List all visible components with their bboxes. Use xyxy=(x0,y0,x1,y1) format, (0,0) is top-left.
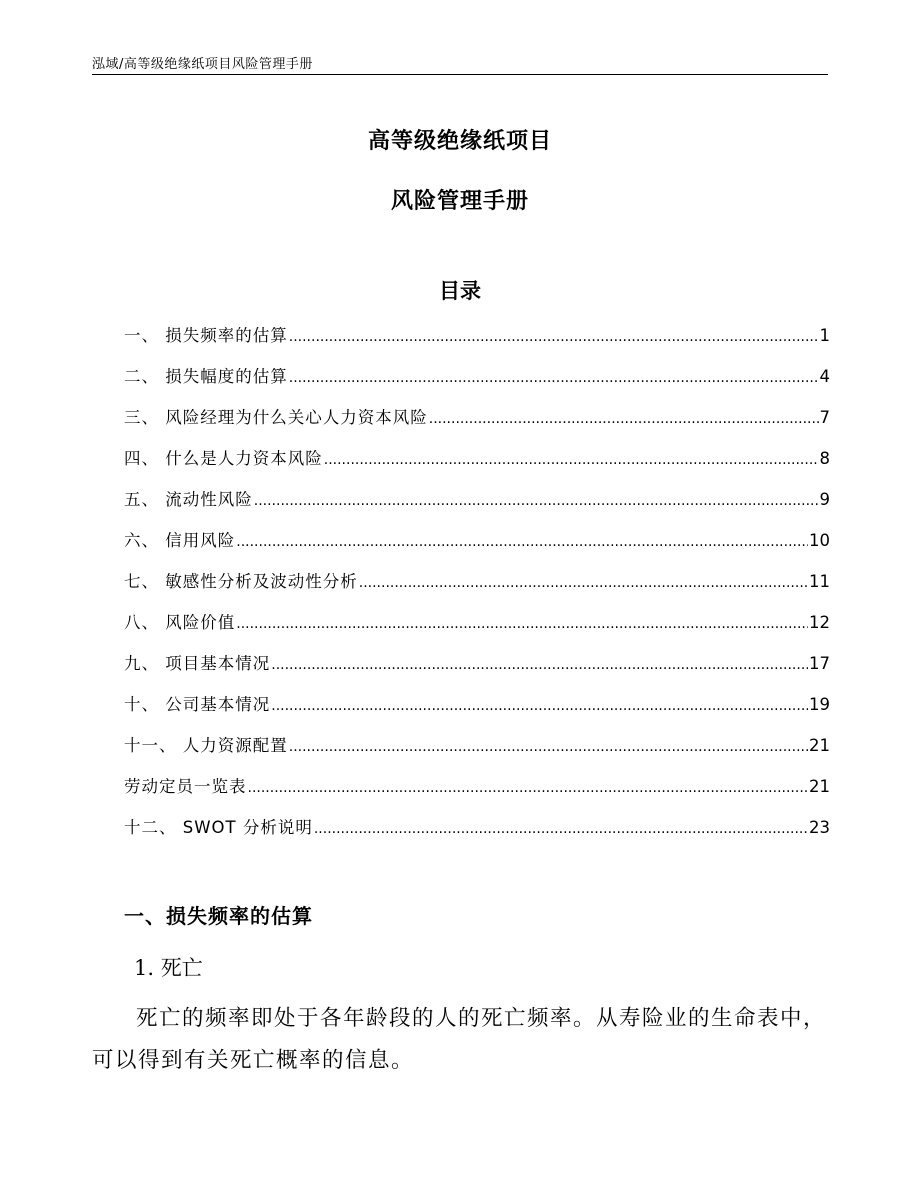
toc-entry-number: 五、 xyxy=(124,490,166,509)
section-heading: 一、损失频率的估算 xyxy=(124,904,313,928)
toc-entry-label: 损失频率的估算 xyxy=(165,326,288,345)
toc-entry[interactable] xyxy=(124,691,830,732)
toc-entry-number: 四、 xyxy=(124,449,166,468)
subsection-heading: 1. 死亡 xyxy=(134,956,203,980)
toc-title: 目录 xyxy=(439,279,481,303)
toc-entry[interactable] xyxy=(124,486,830,527)
toc-entry[interactable] xyxy=(124,363,830,404)
toc-entry-page: 4 xyxy=(819,367,830,386)
toc-leader-dots xyxy=(429,411,819,427)
toc-entry[interactable] xyxy=(124,773,830,814)
toc-leader-dots xyxy=(254,493,819,509)
toc-entry-number: 三、 xyxy=(124,408,166,427)
toc-entry-page: 19 xyxy=(809,695,830,714)
toc-entry-label: 损失幅度的估算 xyxy=(165,367,288,386)
toc-leader-dots xyxy=(359,575,808,591)
toc-entry-page: 9 xyxy=(819,490,830,509)
toc-leader-dots xyxy=(236,616,808,632)
toc-entry-page: 8 xyxy=(819,449,830,468)
toc-entry-label: SWOT 分析说明 xyxy=(182,818,313,837)
toc-leader-dots xyxy=(271,657,808,673)
toc-entry[interactable] xyxy=(124,322,830,363)
toc-entry[interactable] xyxy=(124,609,830,650)
toc-entry-label: 人力资源配置 xyxy=(182,736,288,755)
toc-entry-label: 公司基本情况 xyxy=(165,695,271,714)
toc-leader-dots xyxy=(289,370,819,386)
toc-entry-label: 信用风险 xyxy=(165,531,236,550)
toc-entry-page: 17 xyxy=(809,654,830,673)
toc-entry-page: 11 xyxy=(809,572,830,591)
toc-entry[interactable] xyxy=(124,404,830,445)
toc-entry-number: 十二、 xyxy=(124,818,183,837)
toc-leader-dots xyxy=(324,452,819,468)
toc-entry-page: 21 xyxy=(809,736,830,755)
table-of-contents xyxy=(124,322,830,855)
toc-entry[interactable] xyxy=(124,650,830,691)
toc-entry-label: 敏感性分析及波动性分析 xyxy=(165,572,358,591)
toc-leader-dots xyxy=(314,821,808,837)
toc-entry-label: 流动性风险 xyxy=(165,490,253,509)
toc-entry[interactable] xyxy=(124,445,830,486)
toc-entry-number: 十、 xyxy=(124,695,166,714)
toc-entry-label: 劳动定员一览表 xyxy=(124,777,247,796)
toc-entry-page: 7 xyxy=(819,408,830,427)
toc-entry-number: 九、 xyxy=(124,654,166,673)
toc-entry-page: 1 xyxy=(819,326,830,345)
toc-entry[interactable] xyxy=(124,814,830,855)
toc-entry-number: 二、 xyxy=(124,367,166,386)
toc-leader-dots xyxy=(248,780,809,796)
header-divider xyxy=(92,74,828,75)
toc-entry-label: 项目基本情况 xyxy=(165,654,271,673)
toc-entry-number: 六、 xyxy=(124,531,166,550)
toc-entry-label: 风险价值 xyxy=(165,613,236,632)
toc-entry-number: 七、 xyxy=(124,572,166,591)
toc-entry-page: 10 xyxy=(809,531,830,550)
toc-entry-label: 什么是人力资本风险 xyxy=(165,449,323,468)
toc-leader-dots xyxy=(236,534,808,550)
toc-entry-page: 23 xyxy=(809,818,830,837)
toc-leader-dots xyxy=(271,698,808,714)
body-paragraph: 死亡的频率即处于各年龄段的人的死亡频率。从寿险业的生命表中，可以得到有关死亡概率的信息。 xyxy=(92,1006,827,1073)
document-title-line1: 高等级绝缘纸项目 xyxy=(367,129,552,154)
toc-entry-number: 十一、 xyxy=(124,736,183,755)
toc-entry-label: 风险经理为什么关心人力资本风险 xyxy=(165,408,428,427)
toc-entry-page: 21 xyxy=(809,777,830,796)
document-title-line2: 风险管理手册 xyxy=(390,189,529,214)
toc-leader-dots xyxy=(289,739,808,755)
toc-entry[interactable] xyxy=(124,568,830,609)
running-header: 泓域/高等级绝缘纸项目风险管理手册 xyxy=(92,57,313,72)
toc-entry[interactable] xyxy=(124,527,830,568)
toc-entry-number: 八、 xyxy=(124,613,166,632)
toc-entry-number: 一、 xyxy=(124,326,166,345)
toc-entry-page: 12 xyxy=(809,613,830,632)
toc-entry[interactable] xyxy=(124,732,830,773)
toc-leader-dots xyxy=(289,329,819,345)
